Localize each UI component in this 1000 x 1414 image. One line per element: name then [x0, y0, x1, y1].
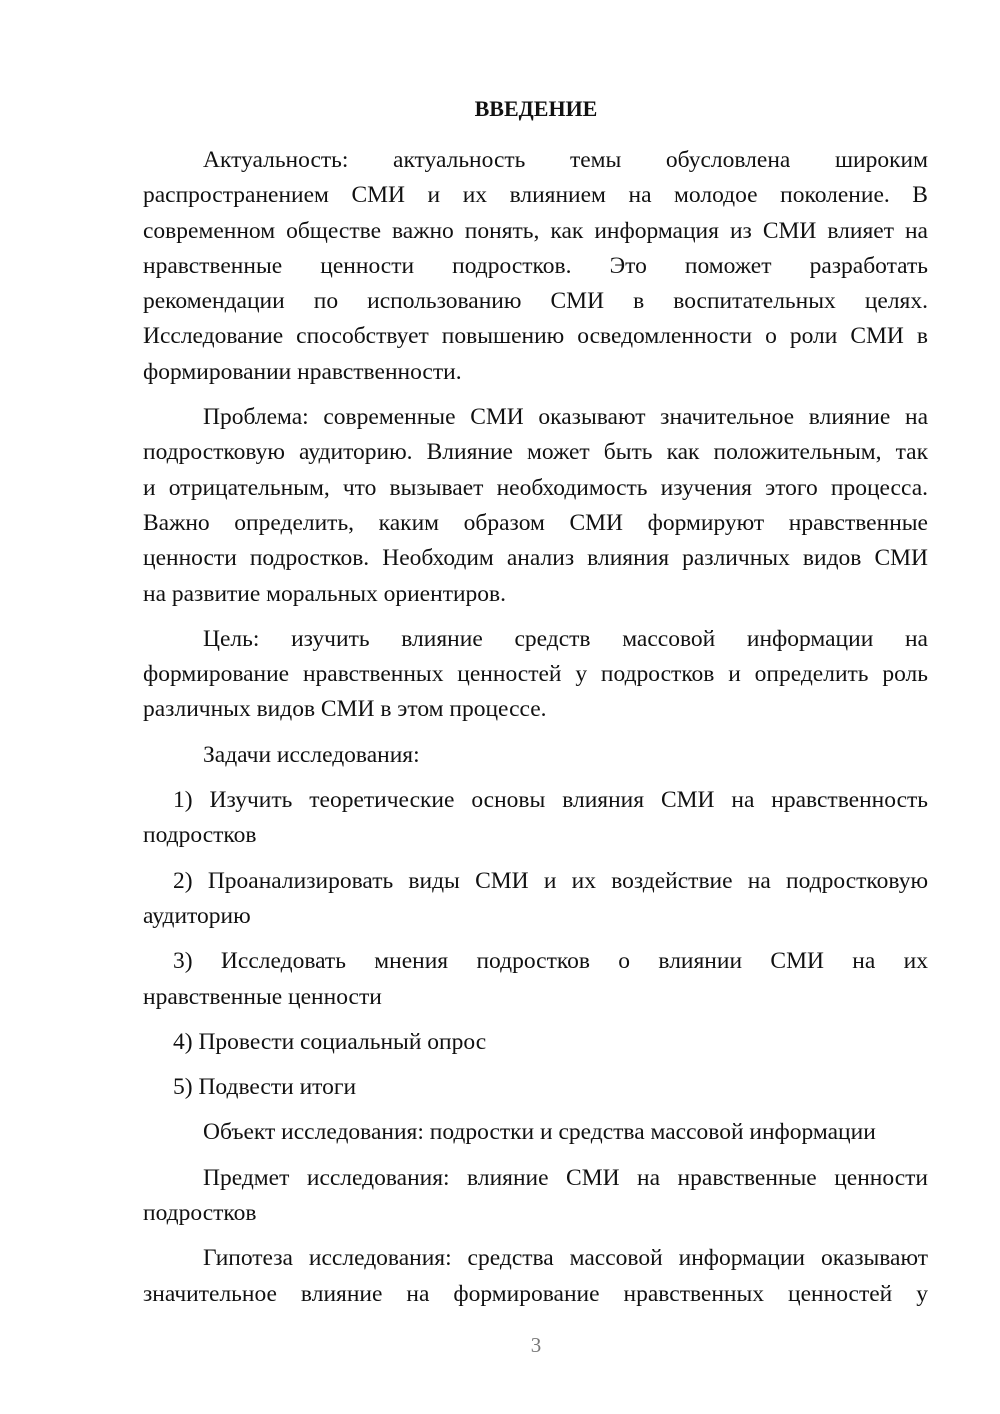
paragraph [143, 1115, 928, 1150]
text-line: нравственные ценности подростков. Это поможет разработать [143, 252, 928, 279]
text-line: рекомендации по использованию СМИ в воспитательных целях. [143, 288, 928, 315]
text-line: Объект исследования: подростки и средства массовой информации [203, 1119, 876, 1146]
text-line: Цель: изучить влияние средств массовой информации на [203, 625, 928, 652]
page-number: 3 [530, 1333, 542, 1357]
text-line: Гипотеза исследования: средства массовой информации оказывают [203, 1245, 928, 1272]
paragraph [143, 1241, 928, 1312]
paragraph [143, 400, 928, 612]
text-line: нравственные ценности [143, 983, 382, 1010]
text-line: и отрицательным, что вызывает необходимость изучения этого процесса. [143, 474, 928, 501]
text-line: современном обществе важно понять, как информация из СМИ влияет на [143, 217, 928, 244]
paragraph [143, 864, 928, 935]
text-line: формировании нравственности. [143, 358, 462, 385]
text-line: 4) Провести социальный опрос [173, 1028, 487, 1055]
paragraph [143, 143, 928, 390]
text-line: 3) Исследовать мнения подростков о влиянии СМИ на их [173, 948, 928, 975]
paragraph [143, 1070, 928, 1105]
text-line: 2) Проанализировать виды СМИ и их воздействие на подростковую [173, 867, 928, 894]
paragraph [143, 1025, 928, 1060]
paragraph [143, 944, 928, 1015]
text-line: Предмет исследования: влияние СМИ на нравственные ценности [203, 1164, 928, 1191]
paragraph [143, 622, 928, 728]
text-line: формирование нравственных ценностей у подростков и определить роль [143, 661, 928, 688]
paragraph [143, 738, 928, 773]
text-line: распространением СМИ и их влиянием на молодое поколение. В [143, 182, 928, 209]
text-line: значительное влияние на формирование нравственных ценностей у [143, 1280, 928, 1307]
text-line: 1) Изучить теоретические основы влияния СМИ на нравственность [173, 787, 928, 814]
text-line: Проблема: современные СМИ оказывают значительное влияние на [203, 404, 928, 431]
text-line: Исследование способствует повышению осведомленности о роли СМИ в [143, 323, 928, 350]
text-line: подростков [143, 822, 257, 849]
paragraph [143, 1161, 928, 1232]
paragraph [143, 783, 928, 854]
document-body [143, 143, 928, 1322]
text-line: подростков [143, 1200, 257, 1227]
text-line: различных видов СМИ в этом процессе. [143, 696, 547, 723]
text-line: на развитие моральных ориентиров. [143, 580, 507, 607]
text-line: аудиторию [143, 902, 251, 929]
text-line: Задачи исследования: [203, 741, 420, 768]
text-line: ценности подростков. Необходим анализ влияния различных видов СМИ [143, 545, 928, 572]
text-line: Важно определить, каким образом СМИ формируют нравственные [143, 509, 928, 536]
page-title: ВВЕДЕНИЕ [474, 96, 598, 121]
text-line: подростковую аудиторию. Влияние может быть как положительным, так [143, 439, 928, 466]
text-line: 5) Подвести итоги [173, 1074, 357, 1101]
text-line: Актуальность: актуальность темы обусловлена широким [203, 147, 928, 173]
